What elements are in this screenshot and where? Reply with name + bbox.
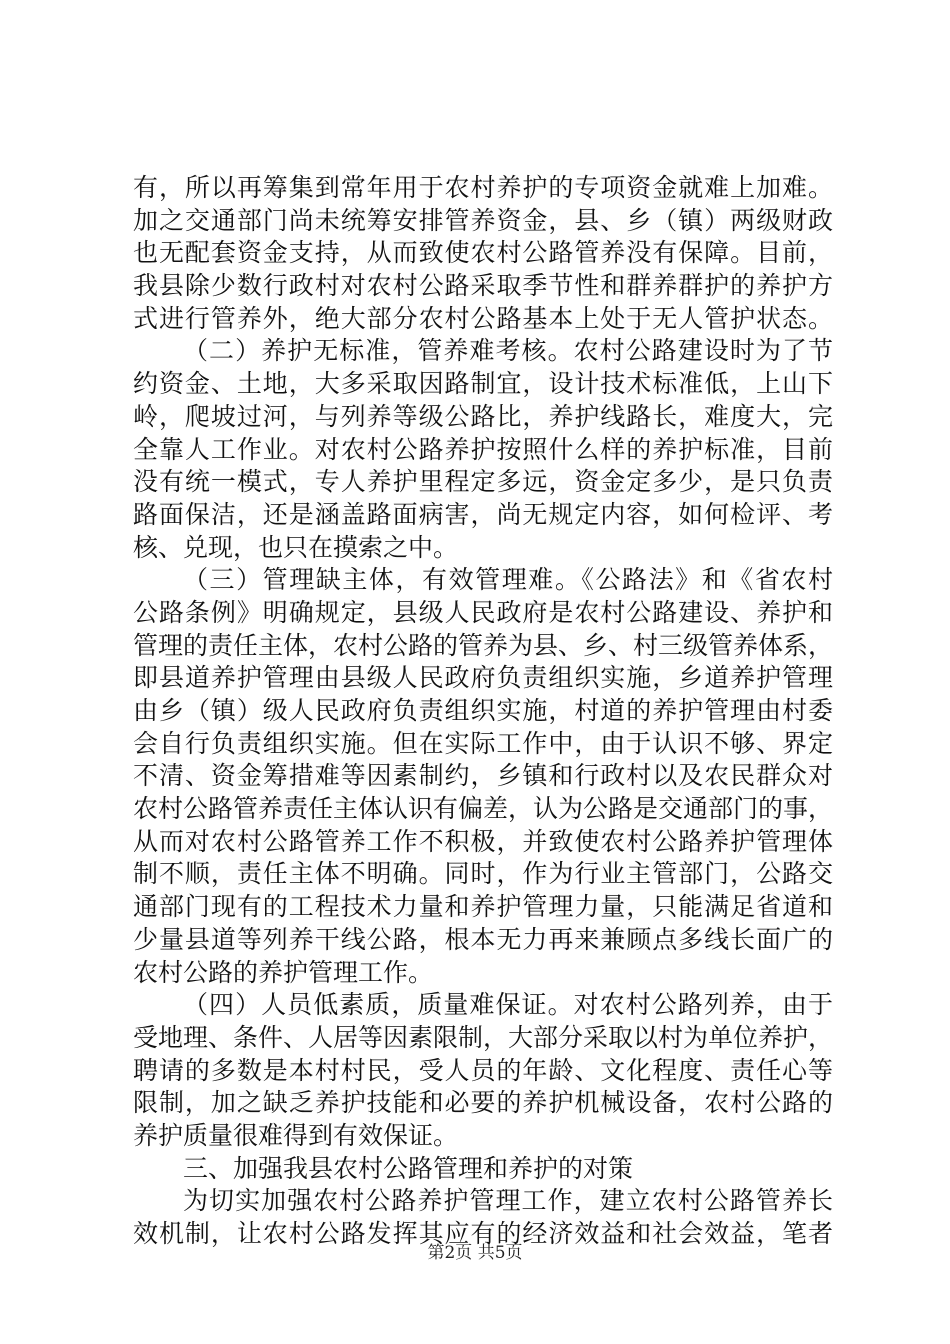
text-line: 为切实加强农村公路养护管理工作，建立农村公路管养长 bbox=[183, 1186, 833, 1216]
text-line: 从而对农村公路管养工作不积极，并致使农村公路养护管理体 bbox=[133, 826, 833, 856]
text-line: 农村公路管养责任主体认识有偏差，认为公路是交通部门的事， bbox=[133, 794, 834, 824]
text-line: 聘请的多数是本村村民，受人员的年龄、文化程度、责任心等 bbox=[133, 1055, 833, 1085]
text-line: 也无配套资金支持，从而致使农村公路管养没有保障。目前， bbox=[133, 238, 833, 268]
text-line: 公路条例》明确规定，县级人民政府是农村公路建设、养护和 bbox=[133, 597, 833, 627]
text-line: 制不顺，责任主体不明确。同时，作为行业主管部门，公路交 bbox=[133, 859, 833, 889]
text-line: 有，所以再筹集到常年用于农村养护的专项资金就难上加难。 bbox=[133, 173, 833, 202]
text-line: 少量县道等列养干线公路，根本无力再来兼顾点多线长面广的 bbox=[133, 924, 833, 954]
text-line: 由乡（镇）级人民政府负责组织实施，村道的养护管理由村委 bbox=[133, 696, 833, 725]
text-line: 会自行负责组织实施。但在实际工作中，由于认识不够、界定 bbox=[133, 728, 833, 758]
text-line: 没有统一模式，专人养护里程定多远，资金定多少，是只负责 bbox=[133, 467, 833, 497]
text-line: 约资金、土地，大多采取因路制宜，设计技术标准低，上山下 bbox=[133, 369, 833, 399]
text-line: 养护质量很难得到有效保证。 bbox=[133, 1120, 459, 1150]
paragraph-heading-line: （四）人员低素质，质量难保证。对农村公路列养，由于 bbox=[183, 990, 833, 1020]
text-line: 农村公路的养护管理工作。 bbox=[133, 957, 434, 987]
text-line: 全靠人工作业。对农村公路养护按照什么样的养护标准，目前 bbox=[133, 434, 833, 464]
paragraph-heading-line: （二）养护无标准，管养难考核。农村公路建设时为了节 bbox=[183, 336, 833, 366]
text-line: 管理的责任主体，农村公路的管养为县、乡、村三级管养体系， bbox=[133, 630, 834, 660]
text-line: 即县道养护管理由县级人民政府负责组织实施，乡道养护管理 bbox=[133, 663, 833, 693]
text-line: 效机制，让农村公路发挥其应有的经济效益和社会效益，笔者 bbox=[133, 1219, 833, 1248]
text-line: 限制，加之缺乏养护技能和必要的养护机械设备，农村公路的 bbox=[133, 1088, 833, 1118]
section-heading: 三、加强我县农村公路管理和养护的对策 bbox=[183, 1153, 634, 1183]
document-body bbox=[133, 172, 833, 1251]
text-line: 我县除少数行政村对农村公路采取季节性和群养群护的养护方 bbox=[133, 271, 833, 301]
text-line: 通部门现有的工程技术力量和养护管理力量，只能满足省道和 bbox=[133, 892, 833, 922]
text-line: 核、兑现，也只在摸索之中。 bbox=[133, 532, 459, 562]
text-line: 受地理、条件、人居等因素限制，大部分采取以村为单位养护， bbox=[133, 1022, 834, 1052]
text-line: 加之交通部门尚未统筹安排管养资金，县、乡（镇）两级财政 bbox=[133, 205, 833, 235]
page-number-footer: 第2页 共5页 bbox=[427, 1243, 523, 1263]
text-line: 式进行管养外，绝大部分农村公路基本上处于无人管护状态。 bbox=[133, 303, 833, 333]
text-line: 不清、资金筹措难等因素制约，乡镇和行政村以及农民群众对 bbox=[133, 761, 833, 791]
paragraph-heading-line: （三）管理缺主体，有效管理难。《公路法》和《省农村 bbox=[183, 565, 833, 595]
text-line: 路面保洁，还是涵盖路面病害，尚无规定内容，如何检评、考 bbox=[133, 499, 833, 529]
text-line: 岭，爬坡过河，与列养等级公路比，养护线路长，难度大，完 bbox=[133, 401, 833, 431]
